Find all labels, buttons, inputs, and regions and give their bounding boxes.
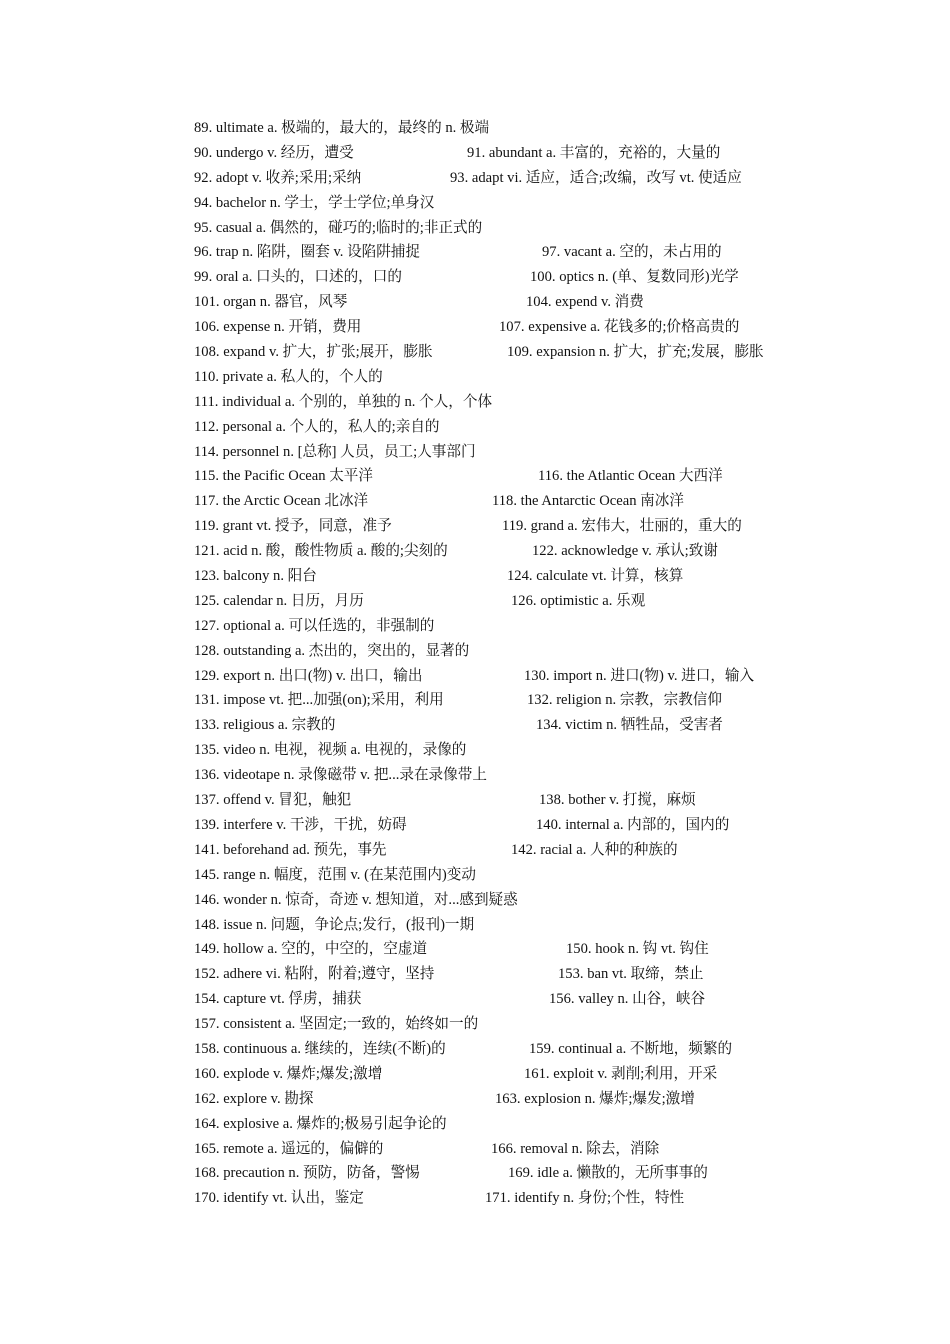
vocab-entry-left: 129. export n. 出口(物) v. 出口，输出 xyxy=(194,667,423,684)
vocab-entry-right: 161. exploit v. 剥削;利用，开采 xyxy=(524,1065,718,1082)
vocab-entry-right: 163. explosion n. 爆炸;爆发;激增 xyxy=(495,1090,695,1107)
vocab-entry-right: 91. abundant a. 丰富的，充裕的，大量的 xyxy=(467,144,721,161)
vocab-line xyxy=(194,1161,894,1186)
vocab-line xyxy=(194,962,894,987)
vocab-entry-left: 95. casual a. 偶然的，碰巧的;临时的;非正式的 xyxy=(194,219,483,236)
vocab-entry-right: 119. grand a. 宏伟大，壮丽的，重大的 xyxy=(502,518,742,535)
vocab-entry-right: 132. religion n. 宗教，宗教信仰 xyxy=(527,692,722,709)
vocab-entry-left: 141. beforehand ad. 预先，事先 xyxy=(194,841,387,858)
vocab-line xyxy=(194,315,894,340)
vocab-line xyxy=(194,489,894,514)
vocab-line xyxy=(194,1087,894,1112)
vocab-entry-left: 145. range n. 幅度，范围 v. (在某范围内)变动 xyxy=(194,866,476,883)
vocab-line xyxy=(194,614,894,639)
vocab-entry-left: 162. explore v. 勘探 xyxy=(194,1090,314,1107)
vocab-line xyxy=(194,1112,894,1137)
vocab-entry-left: 164. explosive a. 爆炸的;极易引起争论的 xyxy=(194,1115,447,1132)
vocab-line xyxy=(194,564,894,589)
vocab-line xyxy=(194,1012,894,1037)
vocab-entry-right: 109. expansion n. 扩大，扩充;发展，膨胀 xyxy=(507,344,764,361)
vocab-entry-left: 110. private a. 私人的，个人的 xyxy=(194,368,383,385)
vocab-entry-right: 153. ban vt. 取缔，禁止 xyxy=(558,966,704,983)
vocab-line xyxy=(194,340,894,365)
vocab-entry-right: 116. the Atlantic Ocean 大西洋 xyxy=(538,468,723,485)
vocab-line xyxy=(194,415,894,440)
vocab-entry-left: 106. expense n. 开销，费用 xyxy=(194,319,362,336)
vocab-line xyxy=(194,290,894,315)
vocab-entry-left: 152. adhere vi. 粘附，附着;遵守，坚持 xyxy=(194,966,435,983)
vocab-entry-right: 104. expend v. 消费 xyxy=(526,294,644,311)
vocab-entry-left: 127. optional a. 可以任选的，非强制的 xyxy=(194,617,435,634)
vocab-line xyxy=(194,664,894,689)
vocab-entry-left: 111. individual a. 个别的，单独的 n. 个人，个体 xyxy=(194,393,493,410)
vocab-entry-right: 156. valley n. 山谷，峡谷 xyxy=(549,991,706,1008)
vocab-entry-left: 123. balcony n. 阳台 xyxy=(194,568,317,585)
vocab-entry-left: 121. acid n. 酸，酸性物质 a. 酸的;尖刻的 xyxy=(194,543,448,560)
vocab-entry-left: 115. the Pacific Ocean 太平洋 xyxy=(194,468,373,485)
vocab-line xyxy=(194,116,894,141)
vocab-line xyxy=(194,813,894,838)
vocab-entry-left: 119. grant vt. 授予，同意，准予 xyxy=(194,518,392,535)
vocab-line xyxy=(194,788,894,813)
vocab-entry-left: 139. interfere v. 干涉，干扰，妨碍 xyxy=(194,816,407,833)
vocab-entry-left: 148. issue n. 问题，争论点;发行，(报刊)一期 xyxy=(194,916,475,933)
vocab-entry-left: 114. personnel n. [总称] 人员，员工;人事部门 xyxy=(194,443,476,460)
vocab-line xyxy=(194,639,894,664)
vocab-entry-left: 99. oral a. 口头的，口述的，口的 xyxy=(194,269,402,286)
vocab-entry-right: 93. adapt vi. 适应，适合;改编，改写 vt. 使适应 xyxy=(450,169,742,186)
vocab-entry-right: 118. the Antarctic Ocean 南冰洋 xyxy=(492,493,684,510)
vocab-entry-left: 131. impose vt. 把...加强(on);采用，利用 xyxy=(194,692,444,709)
vocab-entry-left: 165. remote a. 遥远的，偏僻的 xyxy=(194,1140,384,1157)
vocab-entry-right: 107. expensive a. 花钱多的;价格高贵的 xyxy=(499,319,740,336)
vocab-line xyxy=(194,365,894,390)
vocab-line xyxy=(194,863,894,888)
vocab-entry-left: 136. videotape n. 录像磁带 v. 把...录在录像带上 xyxy=(194,767,487,784)
vocab-entry-left: 96. trap n. 陷阱，圈套 v. 设陷阱捕捉 xyxy=(194,244,421,261)
vocab-line xyxy=(194,240,894,265)
vocab-entry-right: 130. import n. 进口(物) v. 进口，输入 xyxy=(524,667,755,684)
vocab-entry-right: 140. internal a. 内部的，国内的 xyxy=(536,816,730,833)
vocab-line xyxy=(194,1062,894,1087)
vocab-entry-left: 101. organ n. 器官，风琴 xyxy=(194,294,348,311)
vocab-entry-right: 97. vacant a. 空的，未占用的 xyxy=(542,244,722,261)
vocab-line xyxy=(194,763,894,788)
vocab-line xyxy=(194,888,894,913)
vocab-entry-left: 92. adopt v. 收养;采用;采纳 xyxy=(194,169,362,186)
vocab-entry-left: 157. consistent a. 坚固定;一致的，始终如一的 xyxy=(194,1016,479,1033)
vocab-line xyxy=(194,838,894,863)
vocab-entry-right: 169. idle a. 懒散的，无所事事的 xyxy=(508,1165,708,1182)
vocab-entry-left: 90. undergo v. 经历，遭受 xyxy=(194,144,354,161)
vocab-line xyxy=(194,1037,894,1062)
vocab-entry-left: 108. expand v. 扩大，扩张;展开，膨胀 xyxy=(194,344,433,361)
vocab-line xyxy=(194,166,894,191)
vocab-line xyxy=(194,1137,894,1162)
vocab-entry-right: 142. racial a. 人种的种族的 xyxy=(511,841,678,858)
vocab-entry-left: 146. wonder n. 惊奇，奇迹 v. 想知道，对...感到疑惑 xyxy=(194,891,518,908)
vocab-entry-left: 168. precaution n. 预防，防备，警惕 xyxy=(194,1165,420,1182)
vocabulary-list xyxy=(194,116,894,1211)
vocab-entry-left: 160. explode v. 爆炸;爆发;激增 xyxy=(194,1065,383,1082)
vocab-entry-left: 125. calendar n. 日历，月历 xyxy=(194,592,364,609)
vocab-line xyxy=(194,539,894,564)
vocab-entry-right: 171. identify n. 身份;个性，特性 xyxy=(485,1190,685,1207)
vocab-line xyxy=(194,514,894,539)
vocab-entry-left: 89. ultimate a. 极端的，最大的，最终的 n. 极端 xyxy=(194,120,490,136)
vocab-entry-left: 158. continuous a. 继续的，连续(不断)的 xyxy=(194,1040,446,1057)
vocab-entry-right: 126. optimistic a. 乐观 xyxy=(511,592,646,609)
vocab-entry-right: 100. optics n. (单、复数同形)光学 xyxy=(530,269,739,286)
vocab-entry-left: 149. hollow a. 空的，中空的，空虚道 xyxy=(194,941,428,958)
vocab-entry-right: 122. acknowledge v. 承认;致谢 xyxy=(532,543,718,560)
vocab-entry-left: 154. capture vt. 俘虏，捕获 xyxy=(194,991,362,1008)
vocab-entry-left: 117. the Arctic Ocean 北冰洋 xyxy=(194,493,369,510)
vocab-entry-right: 134. victim n. 牺牲品，受害者 xyxy=(536,717,723,734)
vocab-entry-right: 124. calculate vt. 计算，核算 xyxy=(507,568,684,585)
vocab-line xyxy=(194,265,894,290)
vocab-line xyxy=(194,464,894,489)
vocab-entry-left: 135. video n. 电视，视频 a. 电视的，录像的 xyxy=(194,742,467,759)
vocab-entry-left: 94. bachelor n. 学士，学士学位;单身汉 xyxy=(194,194,435,211)
vocab-line xyxy=(194,589,894,614)
vocab-entry-right: 166. removal n. 除去，消除 xyxy=(491,1140,660,1157)
vocab-entry-left: 170. identify vt. 认出，鉴定 xyxy=(194,1190,364,1207)
vocab-line xyxy=(194,913,894,938)
vocab-line xyxy=(194,937,894,962)
vocab-line xyxy=(194,738,894,763)
vocab-line xyxy=(194,713,894,738)
vocab-entry-left: 128. outstanding a. 杰出的，突出的，显著的 xyxy=(194,642,470,659)
vocab-line xyxy=(194,1186,894,1211)
vocab-line xyxy=(194,688,894,713)
vocab-entry-left: 133. religious a. 宗教的 xyxy=(194,717,336,734)
vocab-line xyxy=(194,216,894,241)
vocab-entry-left: 137. offend v. 冒犯，触犯 xyxy=(194,792,352,809)
vocab-entry-left: 112. personal a. 个人的，私人的;亲自的 xyxy=(194,418,440,435)
vocab-entry-right: 138. bother v. 打搅，麻烦 xyxy=(539,792,696,809)
vocab-line xyxy=(194,987,894,1012)
vocab-line xyxy=(194,141,894,166)
vocab-entry-right: 159. continual a. 不断地，频繁的 xyxy=(529,1040,733,1057)
vocab-line xyxy=(194,440,894,465)
vocab-line xyxy=(194,191,894,216)
vocab-line xyxy=(194,390,894,415)
vocab-entry-right: 150. hook n. 钩 vt. 钩住 xyxy=(566,941,709,958)
